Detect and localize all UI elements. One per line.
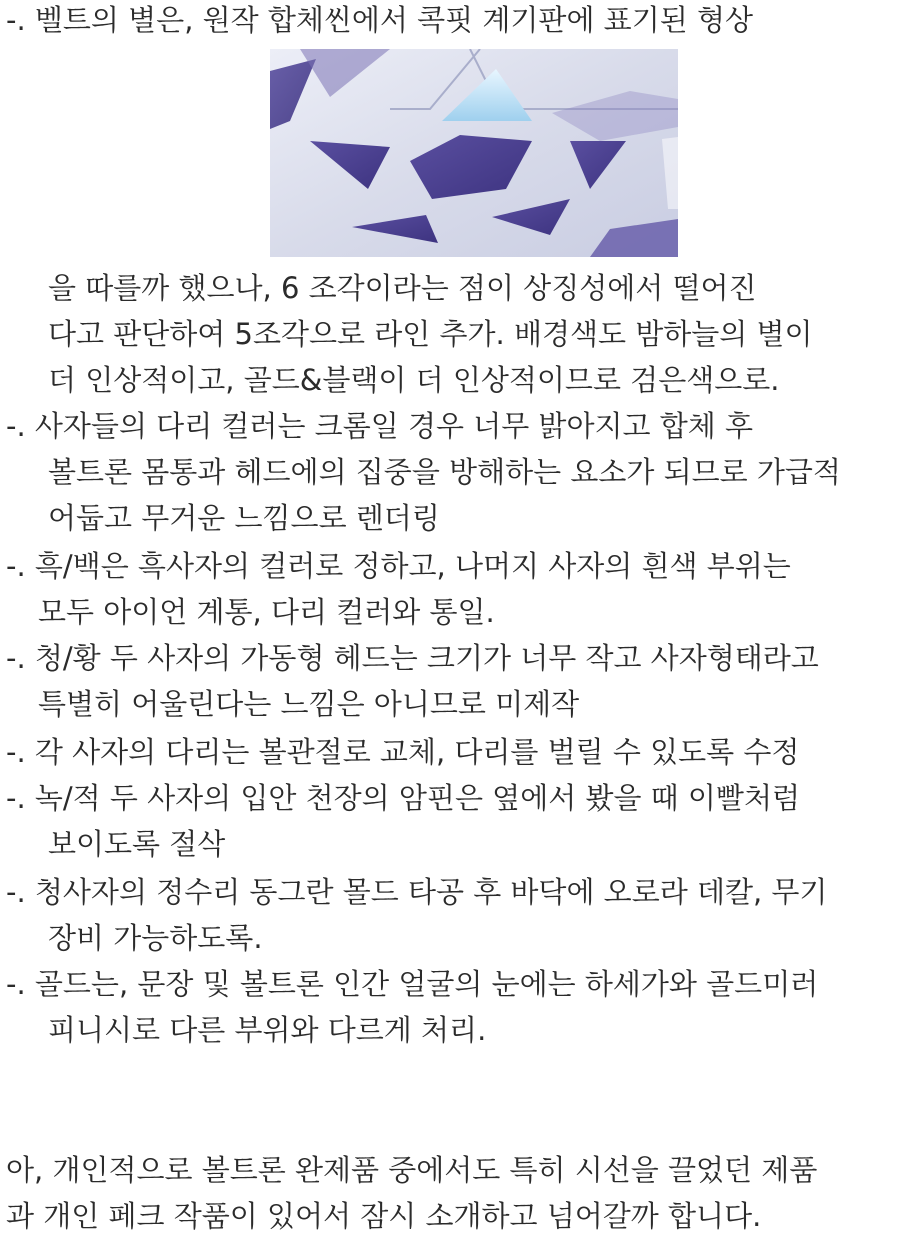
text-line-13: -. 녹/적 두 사자의 입안 천장의 암핀은 옆에서 봤을 때 이빨처럼	[6, 781, 800, 815]
text-line-7: 어둡고 무거운 느낌으로 렌더링	[48, 501, 440, 535]
cockpit-star-image	[270, 49, 678, 257]
text-line-18: 피니시로 다른 부위와 다르게 처리.	[48, 1013, 487, 1047]
text-line-15: -. 청사자의 정수리 동그란 몰드 타공 후 바닥에 오로라 데칼, 무기	[6, 875, 828, 909]
text-line-6: 볼트론 몸통과 헤드에의 집중을 방해하는 요소가 되므로 가급적	[48, 455, 841, 489]
text-line-2: 을 따를까 했으나, 6 조각이라는 점이 상징성에서 떨어진	[48, 271, 757, 305]
text-line-17: -. 골드는, 문장 및 볼트론 인간 얼굴의 눈에는 하세가와 골드미러	[6, 967, 819, 1001]
text-line-20: 과 개인 페크 작품이 있어서 잠시 소개하고 넘어갈까 합니다.	[6, 1199, 762, 1233]
text-line-1: -. 벨트의 별은, 원작 합체씬에서 콕핏 계기판에 표기된 형상	[6, 3, 753, 37]
text-line-9: 모두 아이언 계통, 다리 컬러와 통일.	[38, 595, 495, 629]
text-line-4: 더 인상적이고, 골드&블랙이 더 인상적이므로 검은색으로.	[48, 363, 780, 397]
text-line-8: -. 흑/백은 흑사자의 컬러로 정하고, 나머지 사자의 흰색 부위는	[6, 549, 791, 583]
text-line-19: 아, 개인적으로 볼트론 완제품 중에서도 특히 시선을 끌었던 제품	[6, 1153, 818, 1187]
text-line-16: 장비 가능하도록.	[48, 921, 263, 955]
cockpit-star-graphic	[270, 49, 678, 257]
text-line-3: 다고 판단하여 5조각으로 라인 추가. 배경색도 밤하늘의 별이	[48, 317, 813, 351]
text-line-11: 특별히 어울린다는 느낌은 아니므로 미제작	[38, 687, 580, 721]
text-line-14: 보이도록 절삭	[48, 827, 226, 861]
text-line-10: -. 청/황 두 사자의 가동형 헤드는 크기가 너무 작고 사자형태라고	[6, 641, 819, 675]
text-line-12: -. 각 사자의 다리는 볼관절로 교체, 다리를 벌릴 수 있도록 수정	[6, 735, 800, 769]
text-line-5: -. 사자들의 다리 컬러는 크롬일 경우 너무 밝아지고 합체 후	[6, 409, 753, 443]
